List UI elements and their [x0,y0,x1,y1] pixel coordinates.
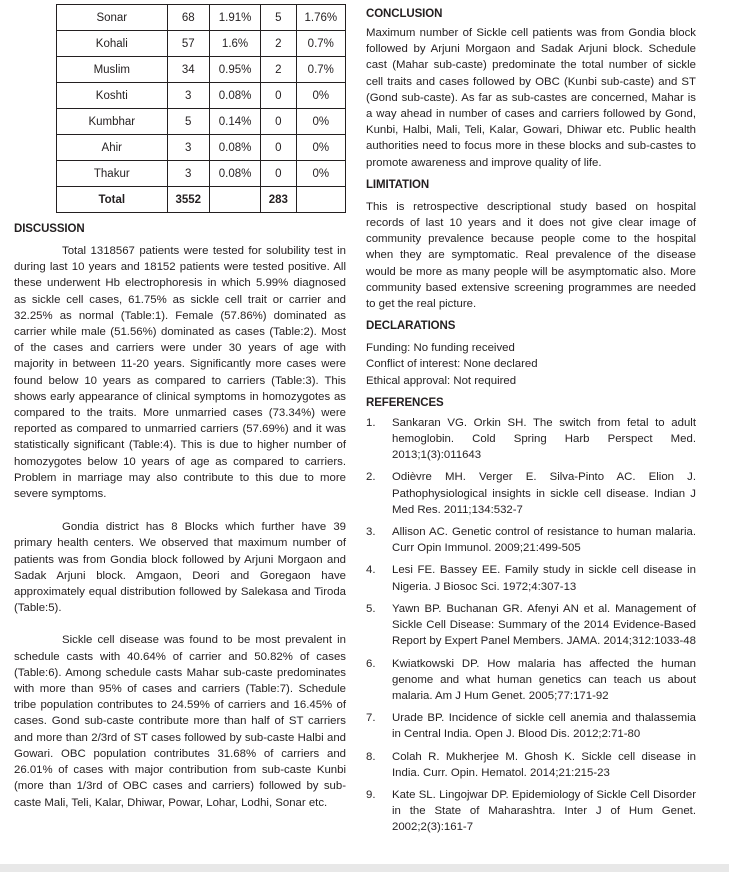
table-cell: 0% [296,135,345,161]
reference-number: 3. [366,526,376,539]
reference-item [366,469,696,518]
table-cell: 5 [167,109,209,135]
table-cell: Sonar [57,5,168,31]
reference-text: Kwiatkowski DP. How malaria has affected the human genome and what human genetics can teach us about malaria. Am J Hum Genet. 2005;77:171-92 [392,657,696,702]
reference-item [366,524,696,556]
table-cell: 0 [261,83,296,109]
table-cell: 0.7% [296,31,345,57]
table-cell: 3 [167,135,209,161]
declaration-funding: Funding: No funding received [366,342,515,355]
table-cell: 0% [296,83,345,109]
reference-text: Colah R. Mukherjee M. Ghosh K. Sickle cell disease in India. Curr. Opin. Hematol. 2014;21:215-23 [392,750,696,779]
reference-text: Yawn BP. Buchanan GR. Afenyi AN et al. Management of Sickle Cell Disease: Summary of the 2014 Evidence-Based Report by Expert Panel Members. JAMA. 2014;312:1033-48 [392,602,696,648]
declaration-ethical: Ethical approval: Not required [366,374,517,387]
limitation-heading: LIMITATION [366,178,430,191]
table-cell: Total [57,187,168,213]
table-cell: 0% [296,161,345,187]
table-cell: 0.08% [209,161,260,187]
discussion-paragraph: Total 1318567 patients were tested for solubility test in during last 10 years and 18152 patients were tested positive. All these underwent Hb electrophoresis in which 5.99% diagnosed as sickle cell cases, 61.75% as sickle cell trait or carrier and 32.25% as normal (Table:1). Female (57.86%) dominated as carrier while male (51.56%) dominated as cases (Table:2). Most of the cases and carriers were under 30 years of age with majority in between 11-20 years. Significantly more cases were found below 10 years as compared to carriers (Table:3). This shows early appearance of clinical symptoms in homozygotes as compared to the traits. More unmarried cases (73.34%) were reported as compared to unmarried carriers (57.69%) and it was statistically significant (Table:4). This is due to higher number of homozygotes below 10 years of age as compared to carriers. Problem in marriage may also contribute to this due to more severe symptoms. [14,245,346,501]
table-cell: 3 [167,83,209,109]
table-cell: 1.76% [296,5,345,31]
reference-item [366,562,696,594]
table-row [57,83,346,109]
table-cell: 5 [261,5,296,31]
caste-table [56,4,346,213]
table-cell: 0.08% [209,83,260,109]
table-cell: 57 [167,31,209,57]
reference-text: Kate SL. Lingojwar DP. Epidemiology of Sickle Cell Disorder in the State of Maharashtra. Inter J of Hum Genet. 2002;2(3):161-7 [392,788,696,834]
reference-item [366,787,696,836]
limitation-paragraph: This is retrospective descriptional study based on hospital records of last 10 years and it does not give clear image of community prevalence because people come to the hospital when they are symptomatic. Real prevalence of the disease would be more as many people will be asymptomatic also. More community based extensive screening programmes are needed to get the real picture. [366,200,696,311]
table-row [57,57,346,83]
table-cell: 0 [261,161,296,187]
reference-text: Urade BP. Incidence of sickle cell anemia and thalassemia in Central India. Open J. Blood Dis. 2012;2:71-80 [392,712,696,741]
table-cell: 34 [167,57,209,83]
table-cell: 68 [167,5,209,31]
discussion-paragraph: Sickle cell disease was found to be most prevalent in schedule casts with 40.64% of carrier and 50.82% of cases (Table:6). Among schedule casts Mahar sub-caste predominates with more than 95% of cases and carriers (Table:7). Schedule tribe population contributes to 24.59% of carriers and 16.45% of cases. Gond sub-caste contribute more than half of ST carriers and more than 2/3rd of ST cases followed by sub-caste Halbi and Gowari. OBC population contributes 31.68% of carriers and 26.01% of cases with major contribution from sub-caste Kunbi (more than 1/3rd of OBC cases and carriers) followed by sub-caste Mali, Teli, Kalar, Dhiwar, Powar, Lohar, Lodhi, Sonar etc. [14,634,346,809]
table-cell: 1.91% [209,5,260,31]
table-cell: 0 [261,109,296,135]
reference-item [366,710,696,742]
table-cell: 0.14% [209,109,260,135]
right-column [366,4,696,836]
reference-item [366,415,696,464]
table-cell: 0% [296,109,345,135]
reference-number: 5. [366,602,376,615]
discussion-paragraph: Gondia district has 8 Blocks which further have 39 primary health centers. We observed that maximum number of patients was from Gondia block followed by Arjuni Morgaon and Sadak Arjuni block. Amgaon, Deori and Goregaon have approximately equal distribution followed by Salekasa and Tiroda (Table:5). [14,521,346,615]
reference-item [366,656,696,705]
table-cell [209,187,260,213]
reference-text: Sankaran VG. Orkin SH. The switch from fetal to adult hemoglobin. Cold Spring Harb Perspect Med. 2013;1(3):011643 [392,416,696,462]
table-cell: 3 [167,161,209,187]
declaration-conflict: Conflict of interest: None declared [366,358,538,371]
left-column [14,4,346,811]
table-cell: Ahir [57,135,168,161]
table-row [57,109,346,135]
conclusion-paragraph: Maximum number of Sickle cell patients was from Gondia block followed by Arjuni Morgaon and Sadak Arjuni block. Schedule cast (Mahar sub-caste) predominate the total number of sickle cell traits and cases followed by OBC (Kunbi sub-caste) and ST (Gond sub-caste). As far as sub-castes are concerned, Mahar is a way ahead in number of cases and carriers followed by Gond, Kunbi, Halbi, Mali, Teli, Kalar, Gowari, Dhiwar etc. Public health authorities need to focus more in these blocks and sub-castes to promote awareness and improve quality of life. [366,27,696,169]
reference-number: 8. [366,750,376,763]
reference-number: 4. [366,564,376,577]
reference-number: 9. [366,788,376,801]
table-cell: 1.6% [209,31,260,57]
table-cell: 2 [261,57,296,83]
table-cell: 0.7% [296,57,345,83]
table-cell: Kohali [57,31,168,57]
reference-list [366,415,696,836]
reference-number: 7. [366,712,376,725]
table-cell: Thakur [57,161,168,187]
table-cell: 0.08% [209,135,260,161]
table-row [57,31,346,57]
reference-item [366,601,696,650]
table-cell: 0 [261,135,296,161]
declarations-heading: DECLARATIONS [366,320,456,333]
reference-number: 6. [366,657,376,670]
table-cell: 283 [261,187,296,213]
reference-item [366,749,696,781]
table-cell [296,187,345,213]
reference-text: Lesi FE. Bassey EE. Family study in sickle cell disease in Nigeria. J Biosoc Sci. 1972;4:307-13 [392,564,696,593]
table-cell: 0.95% [209,57,260,83]
references-heading: REFERENCES [366,396,444,409]
reference-number: 2. [366,471,376,484]
discussion-heading: DISCUSSION [14,223,85,235]
table-cell: 3552 [167,187,209,213]
table-cell: Koshti [57,83,168,109]
page-footer-bar [0,864,729,872]
table-row [57,161,346,187]
conclusion-heading: CONCLUSION [366,8,443,20]
table-cell: Kumbhar [57,109,168,135]
reference-text: Odièvre MH. Verger E. Silva-Pinto AC. Elion J. Pathophysiological insights in sickle cell disease. Indian J Med Res. 2011;134:532-7 [392,471,696,516]
table-cell: Muslim [57,57,168,83]
reference-number: 1. [366,416,376,429]
table-cell: 2 [261,31,296,57]
table-total-row [57,187,346,213]
table-row [57,5,346,31]
reference-text: Allison AC. Genetic control of resistance to human malaria. Curr Opin Immunol. 2009;21:499-505 [392,526,696,555]
table-row [57,135,346,161]
